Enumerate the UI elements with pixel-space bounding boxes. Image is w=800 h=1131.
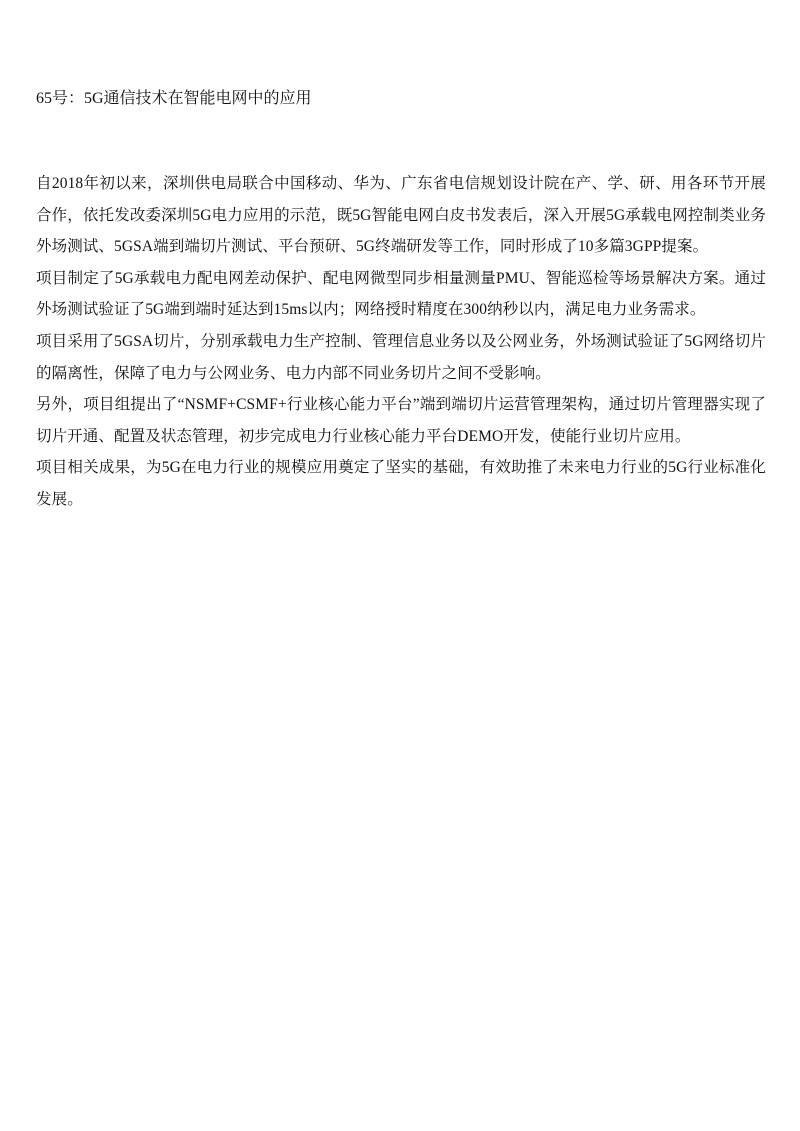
paragraph-2: 项目制定了5G承载电力配电网差动保护、配电网微型同步相量测量PMU、智能巡检等场景解决方案。通过外场测试验证了5G端到端时延达到15ms以内；网络授时精度在300纳秒以内，满足电力业务需求。 xyxy=(36,269,766,319)
document-title: 65号：5G通信技术在智能电网中的应用 xyxy=(36,90,312,107)
paragraph-5: 项目相关成果，为5G在电力行业的规模应用奠定了坚实的基础，有效助推了未来电力行业的5G行业标准化发展。 xyxy=(36,459,766,508)
paragraph-1: 自2018年初以来，深圳供电局联合中国移动、华为、广东省电信规划设计院在产、学、研、用各环节开展合作，依托发改委深圳5G电力应用的示范，既5G智能电网白皮书发表后，深入开展5G承载电网控制类业务外场测试、5GSA端到端切片测试、平台预研、5G终端研发等工作，同时形成了10多篇3GPP提案。 xyxy=(36,175,766,256)
paragraph-3: 项目采用了5GSA切片，分别承载电力生产控制、管理信息业务以及公网业务，外场测试验证了5G网络切片的隔离性，保障了电力与公网业务、电力内部不同业务切片之间不受影响。 xyxy=(36,332,766,382)
paragraph-4: 另外，项目组提出了“NSMF+CSMF+行业核心能力平台”端到端切片运营管理架构，通过切片管理器实现了切片开通、配置及状态管理，初步完成电力行业核心能力平台DEMO开发，使能行业切片应用。 xyxy=(36,396,766,445)
document-body xyxy=(36,168,766,516)
